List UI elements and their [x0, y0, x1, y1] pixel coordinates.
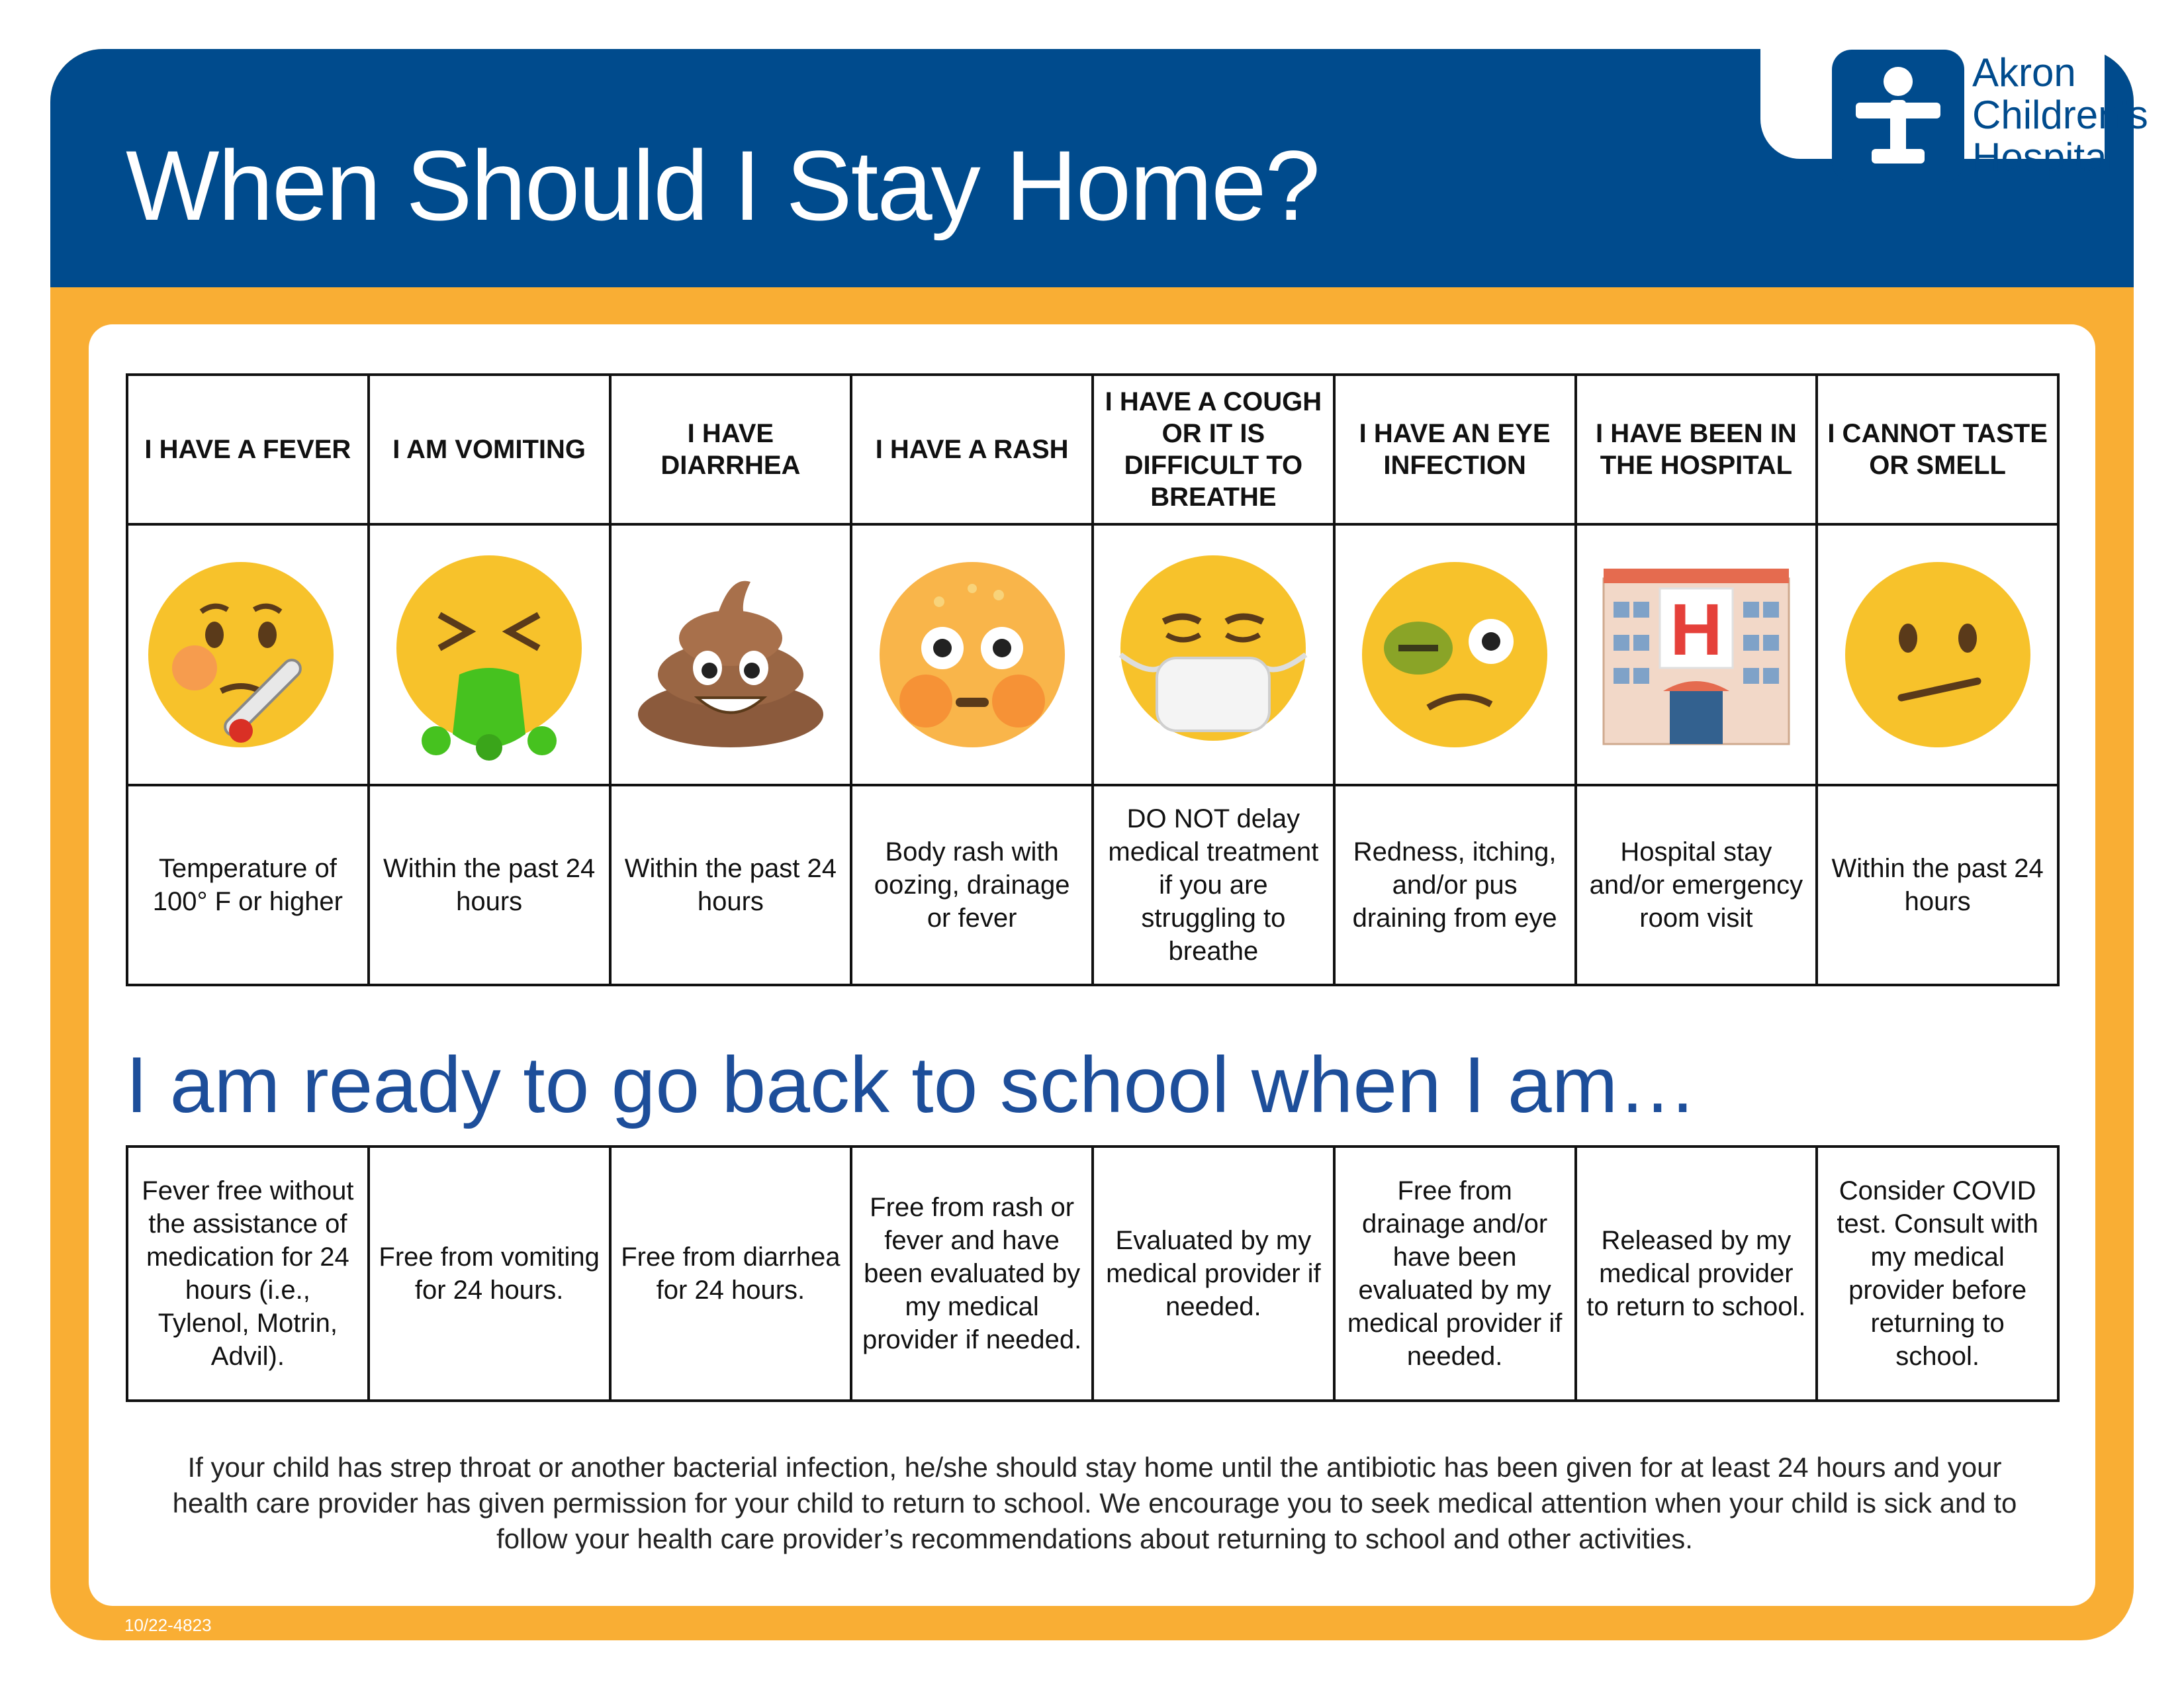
mask-face-icon — [1107, 549, 1319, 761]
symptom-icon-cell — [610, 524, 852, 785]
return-criterion: Free from vomiting for 24 hours. — [369, 1147, 610, 1401]
return-criterion: Free from diarrhea for 24 hours. — [610, 1147, 852, 1401]
return-heading: I am ready to go back to school when I am… — [126, 1041, 1698, 1129]
symptom-heading: I HAVE A FEVER — [127, 375, 369, 524]
symptom-icon-cell — [1093, 524, 1334, 785]
symptom-detail: Temperature of 100° F or higher — [127, 785, 369, 985]
hospital-logo-icon — [1832, 50, 1964, 182]
symptom-icon-cell — [1334, 524, 1576, 785]
hospital-building-icon — [1590, 549, 1802, 761]
fever-thermometer-face-icon — [142, 549, 353, 761]
neutral-face-icon — [1832, 549, 2044, 761]
footnote-text: If your child has strep throat or another bacterial infection, he/she should stay home until the antibiotic has been given for at least 24 hours and your health care provider has given permission for your child to return to school. We encourage you to seek medical attention when your child is sick and to follow your health care provider’s recommendations about returning to school and other activities. — [172, 1452, 2017, 1554]
poop-icon — [625, 549, 837, 761]
document-code: 10/22-4823 — [124, 1615, 212, 1635]
logo-line: Hospital — [1972, 135, 2116, 179]
return-criteria-table — [126, 1145, 2060, 1402]
symptom-detail: Within the past 24 hours — [1817, 785, 2058, 985]
return-criterion: Released by my medical provider to return to school. — [1576, 1147, 1817, 1401]
symptom-detail: Within the past 24 hours — [610, 785, 852, 985]
symptom-icon-cell — [1817, 524, 2058, 785]
symptom-detail: Body rash with oozing, drainage or fever — [851, 785, 1093, 985]
return-criterion: Free from drainage and/or have been evaluated by my medical provider if needed. — [1334, 1147, 1576, 1401]
symptom-details-row — [127, 785, 2058, 985]
symptom-icon-cell — [851, 524, 1093, 785]
symptom-heading: I AM VOMITING — [369, 375, 610, 524]
eye-infection-face-icon — [1349, 549, 1561, 761]
return-criterion: Consider COVID test. Consult with my medical provider before returning to school. — [1817, 1147, 2058, 1401]
symptom-detail: Hospital stay and/or emergency room visit — [1576, 785, 1817, 985]
content-panel — [89, 324, 2095, 1606]
svg-text:H: H — [1670, 589, 1723, 671]
return-criteria-row — [127, 1147, 2058, 1401]
symptom-heading: I HAVE A RASH — [851, 375, 1093, 524]
logo-line: Akron — [1972, 50, 2076, 95]
symptom-heading: I HAVE AN EYE INFECTION — [1334, 375, 1576, 524]
logo-line: Children’s — [1972, 93, 2148, 137]
return-criterion: Fever free without the assistance of medication for 24 hours (i.e., Tylenol, Motrin, Advil). — [127, 1147, 369, 1401]
symptom-heading: I HAVE DIARRHEA — [610, 375, 852, 524]
vomiting-face-icon — [383, 549, 595, 761]
symptoms-table — [126, 373, 2060, 986]
symptom-icon-cell — [127, 524, 369, 785]
symptom-icons-row — [127, 524, 2058, 785]
symptom-detail: Within the past 24 hours — [369, 785, 610, 985]
return-criterion: Evaluated by my medical provider if needed. — [1093, 1147, 1334, 1401]
symptom-detail: Redness, itching, and/or pus draining from eye — [1334, 785, 1576, 985]
rash-face-icon — [866, 549, 1078, 761]
symptom-icon-cell — [369, 524, 610, 785]
symptom-heading: I HAVE BEEN IN THE HOSPITAL — [1576, 375, 1817, 524]
symptom-heading: I CANNOT TASTE OR SMELL — [1817, 375, 2058, 524]
logo-wordmark — [1972, 50, 2148, 179]
return-criterion: Free from rash or fever and have been evaluated by my medical provider if needed. — [851, 1147, 1093, 1401]
symptom-detail: DO NOT delay medical treatment if you are struggling to breathe — [1093, 785, 1334, 985]
symptom-headings-row — [127, 375, 2058, 524]
symptom-icon-cell — [1576, 524, 1817, 785]
symptom-heading: I HAVE A COUGH OR IT IS DIFFICULT TO BREATHE — [1093, 375, 1334, 524]
page-title: When Should I Stay Home? — [126, 130, 1319, 241]
